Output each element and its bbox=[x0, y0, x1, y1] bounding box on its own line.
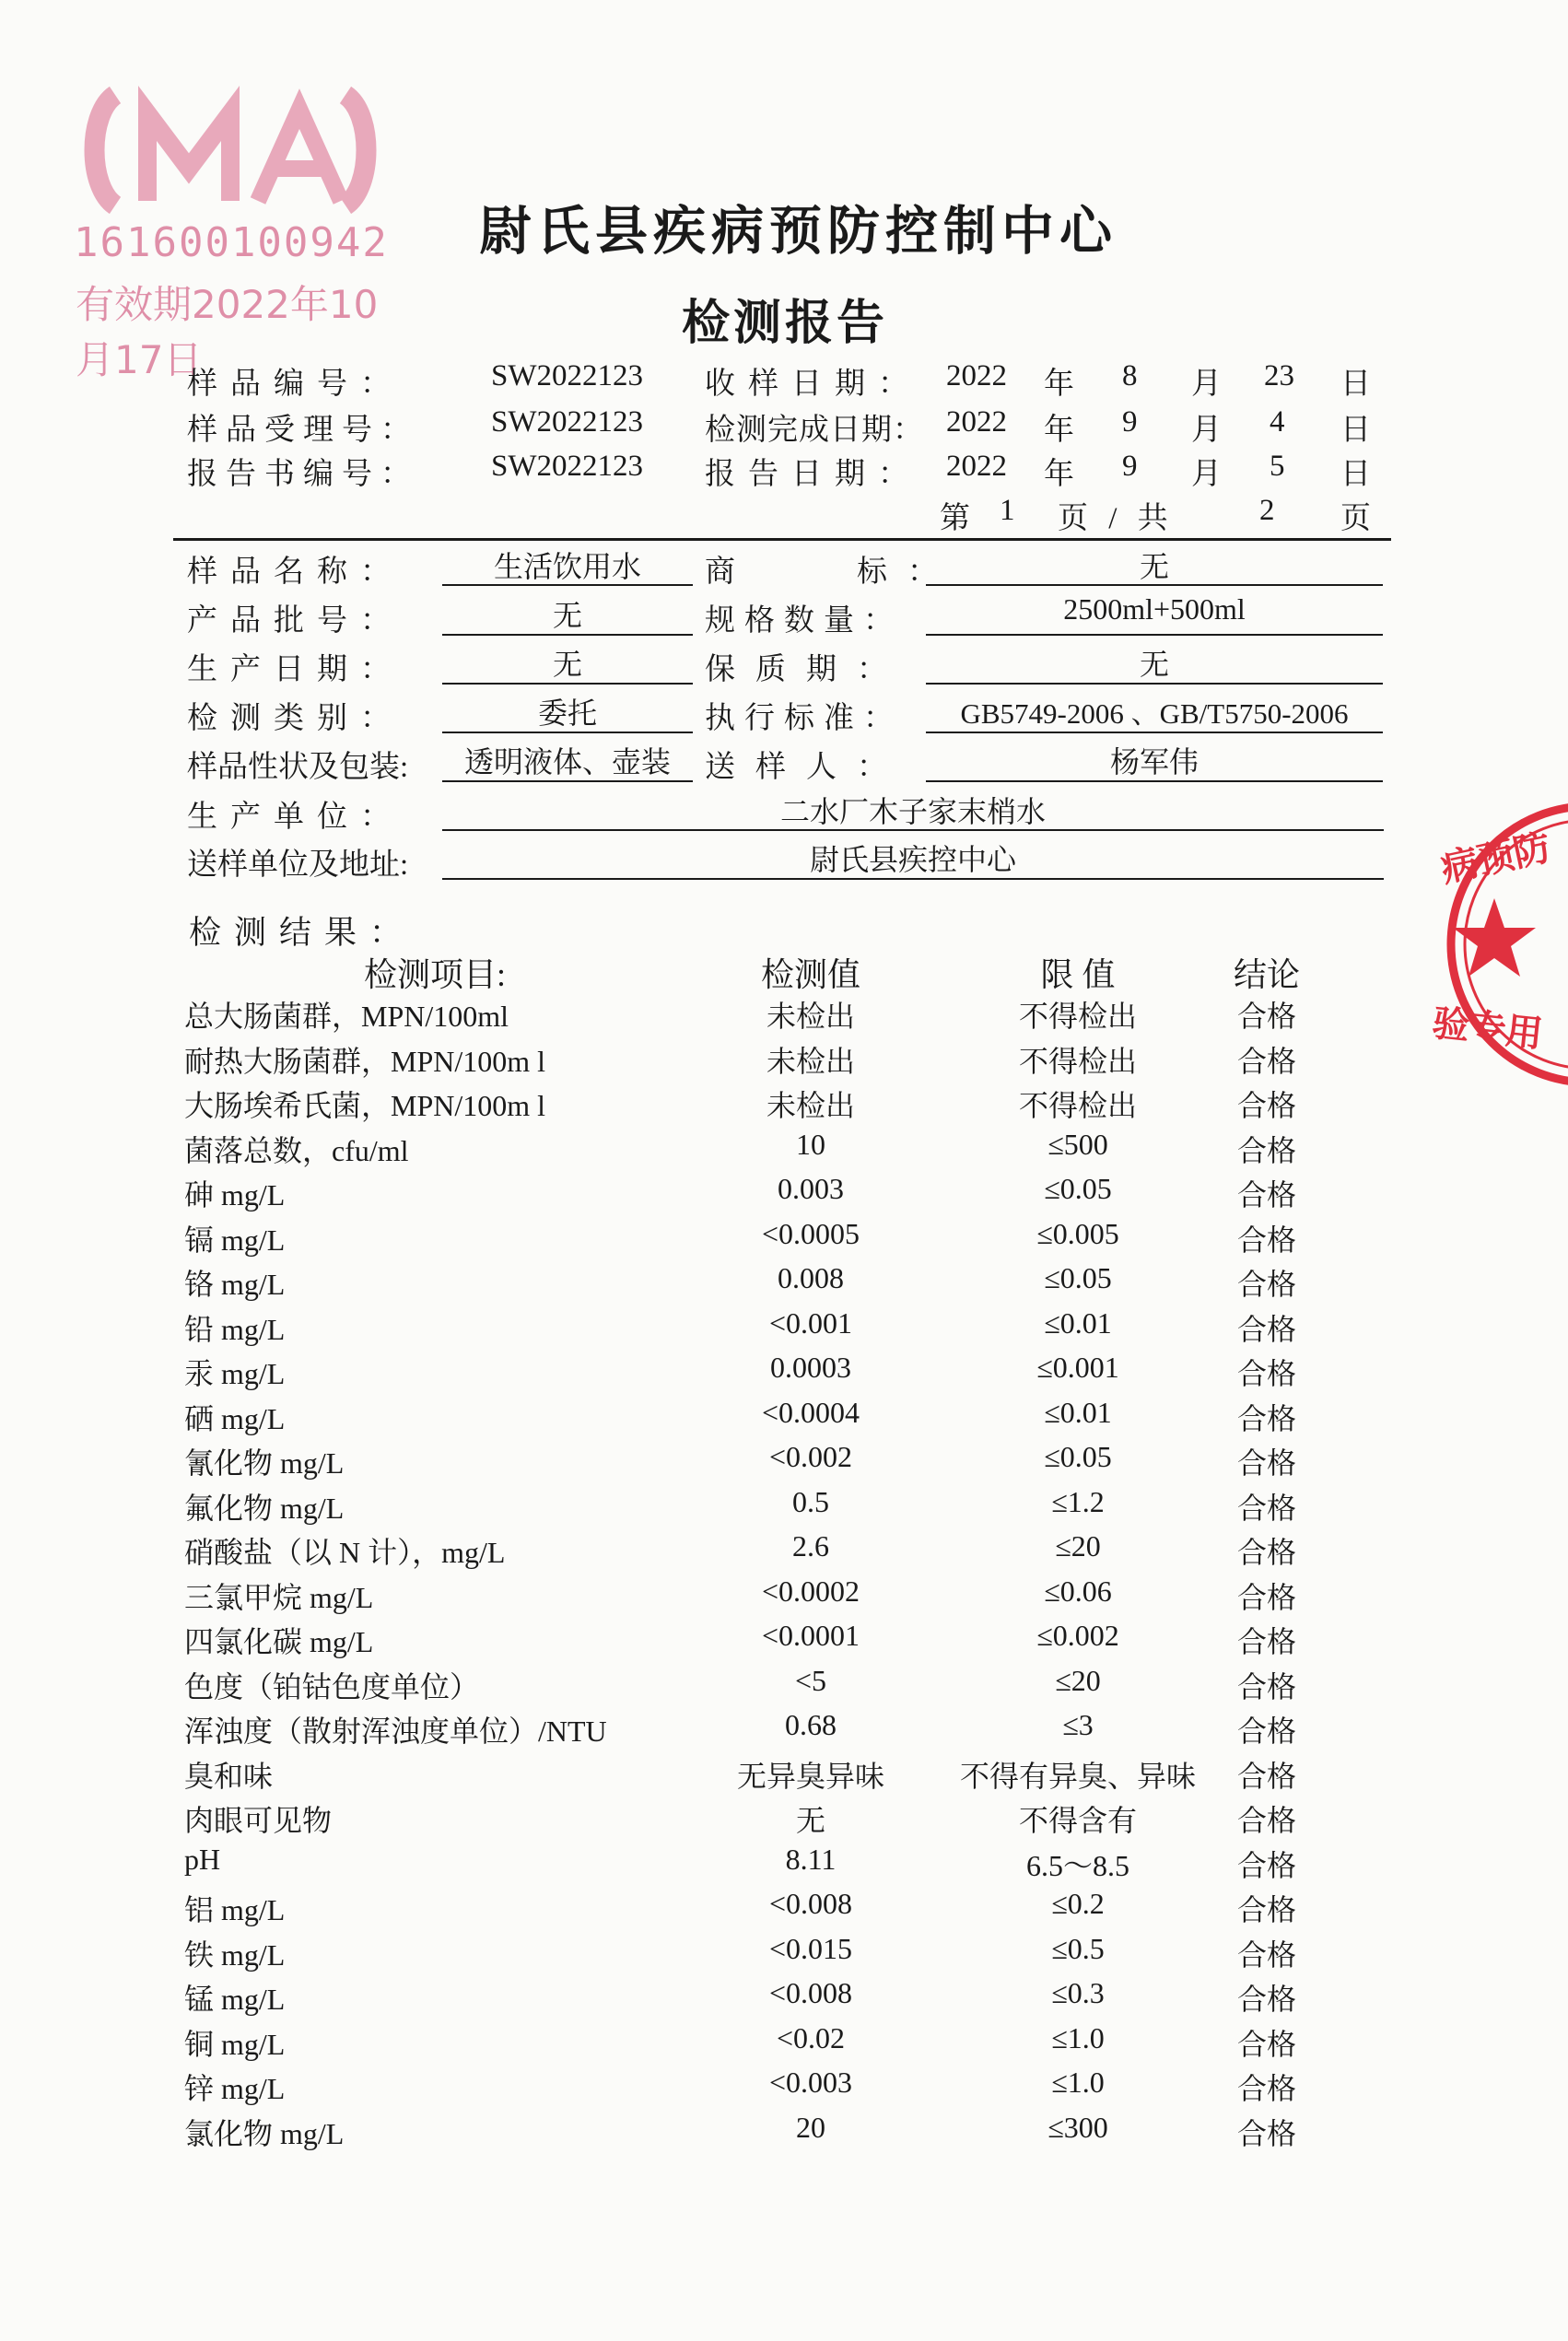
result-measured: 0.003 bbox=[778, 1172, 844, 1205]
result-measured: <0.0001 bbox=[761, 1619, 860, 1652]
table-row bbox=[184, 1038, 1400, 1083]
header-divider bbox=[173, 538, 1391, 541]
underline bbox=[926, 634, 1383, 636]
result-verdict: 合格 bbox=[1236, 1580, 1296, 1614]
shelf-life-label: 保质期： bbox=[705, 653, 907, 686]
result-verdict: 合格 bbox=[1236, 1715, 1296, 1748]
page-total: 2 bbox=[1259, 494, 1275, 527]
result-item: 三氯甲烷 mg/L bbox=[184, 1580, 374, 1614]
result-measured: <0.008 bbox=[768, 1887, 853, 1920]
accept-no-value: SW2022123 bbox=[491, 405, 643, 439]
result-item: 铜 mg/L bbox=[184, 2027, 286, 2061]
table-row bbox=[184, 1261, 1400, 1306]
result-item: 氰化物 mg/L bbox=[184, 1446, 345, 1480]
result-verdict: 合格 bbox=[1236, 1312, 1296, 1346]
result-verdict: 合格 bbox=[1236, 1089, 1296, 1122]
result-measured: 0.5 bbox=[792, 1484, 829, 1518]
cma-seal bbox=[74, 81, 389, 382]
report-no-label: 报告书编号： bbox=[187, 458, 419, 491]
result-item: 大肠埃希氏菌，MPN/100m l bbox=[184, 1089, 546, 1122]
result-verdict: 合格 bbox=[1236, 1268, 1296, 1301]
result-limit: ≤0.01 bbox=[1044, 1395, 1112, 1429]
production-date-value: 无 bbox=[552, 648, 582, 681]
brand-label: 商 标： bbox=[705, 556, 958, 589]
month-unit: 月 bbox=[1191, 458, 1222, 491]
result-item: 色度（铂钴色度单位） bbox=[184, 1669, 480, 1703]
page-current: 1 bbox=[1000, 494, 1015, 527]
stamp-text-top: 病预防 bbox=[1437, 825, 1555, 891]
table-row bbox=[184, 1485, 1400, 1530]
day-unit: 日 bbox=[1340, 368, 1371, 401]
result-item: 铬 mg/L bbox=[184, 1268, 286, 1301]
result-item: 硒 mg/L bbox=[184, 1401, 286, 1435]
result-limit: ≤1.2 bbox=[1051, 1484, 1105, 1518]
result-limit: 不得检出 bbox=[1018, 1089, 1137, 1122]
result-measured: <0.02 bbox=[776, 2020, 846, 2054]
result-limit: ≤0.005 bbox=[1036, 1216, 1119, 1250]
result-verdict: 合格 bbox=[1236, 1178, 1296, 1211]
result-measured: 0.0003 bbox=[770, 1351, 851, 1384]
result-item: 四氯化碳 mg/L bbox=[184, 1625, 374, 1658]
result-measured: 未检出 bbox=[766, 1000, 855, 1033]
result-measured: <0.008 bbox=[768, 1976, 853, 2009]
result-measured: <5 bbox=[794, 1663, 827, 1697]
table-row bbox=[184, 1440, 1400, 1485]
result-verdict: 合格 bbox=[1236, 1446, 1296, 1480]
header-measured: 检测值 bbox=[760, 956, 860, 993]
result-item: 总大肠菌群，MPN/100ml bbox=[184, 1000, 509, 1033]
results-section-label: 检测结果： bbox=[189, 915, 415, 951]
standard-value: GB5749-2006 、GB/T5750-2006 bbox=[960, 697, 1349, 730]
result-item: 氟化物 mg/L bbox=[184, 1491, 345, 1525]
result-limit: ≤1.0 bbox=[1051, 2066, 1105, 2099]
table-row bbox=[184, 1128, 1400, 1173]
result-verdict: 合格 bbox=[1236, 2116, 1296, 2150]
table-row bbox=[184, 1529, 1400, 1574]
day-unit: 日 bbox=[1340, 458, 1371, 491]
result-measured: 0.008 bbox=[778, 1261, 844, 1294]
result-measured: <0.002 bbox=[768, 1440, 853, 1473]
table-row bbox=[184, 2111, 1400, 2156]
result-limit: ≤0.002 bbox=[1036, 1619, 1119, 1652]
result-limit: ≤20 bbox=[1055, 1663, 1101, 1697]
result-verdict: 合格 bbox=[1236, 1848, 1296, 1882]
result-limit: ≤0.5 bbox=[1051, 1931, 1105, 1965]
result-limit: ≤0.05 bbox=[1044, 1261, 1112, 1294]
result-verdict: 合格 bbox=[1236, 1625, 1296, 1658]
stamp-text-bottom: 验专用 bbox=[1430, 1001, 1545, 1057]
result-item: 浑浊度（散射浑浊度单位）/NTU bbox=[184, 1715, 607, 1748]
sample-no-value: SW2022123 bbox=[491, 359, 643, 392]
result-item: 砷 mg/L bbox=[184, 1178, 286, 1211]
result-measured: 未检出 bbox=[766, 1089, 855, 1122]
inspection-stamp bbox=[1430, 792, 1568, 1096]
producer-label: 生产单位： bbox=[187, 801, 404, 834]
sender-person-label: 送样人： bbox=[705, 751, 907, 784]
producer-value: 二水厂木子家末梢水 bbox=[779, 795, 1046, 828]
page-prefix: 第 bbox=[940, 502, 970, 535]
year-unit: 年 bbox=[1044, 458, 1074, 491]
result-verdict: 合格 bbox=[1236, 1044, 1296, 1078]
table-row bbox=[184, 1306, 1400, 1352]
result-item: 耐热大肠菌群，MPN/100m l bbox=[184, 1044, 546, 1078]
shelf-life-value: 无 bbox=[1139, 648, 1169, 681]
result-item: 铝 mg/L bbox=[184, 1893, 286, 1926]
sender-unit-value: 尉氏县疾控中心 bbox=[809, 843, 1016, 876]
result-limit: ≤300 bbox=[1047, 2110, 1108, 2144]
complete-day: 4 bbox=[1270, 405, 1285, 439]
year-unit: 年 bbox=[1044, 414, 1074, 447]
result-limit: ≤0.05 bbox=[1044, 1440, 1112, 1473]
test-type-value: 委托 bbox=[537, 696, 597, 730]
result-limit: 不得检出 bbox=[1018, 1044, 1137, 1078]
result-verdict: 合格 bbox=[1236, 1536, 1296, 1569]
month-unit: 月 bbox=[1191, 368, 1222, 401]
result-limit: ≤1.0 bbox=[1051, 2020, 1105, 2054]
result-measured: <0.003 bbox=[768, 2066, 853, 2099]
report-month: 9 bbox=[1122, 450, 1138, 483]
result-measured: 0.68 bbox=[785, 1708, 837, 1741]
result-item: pH bbox=[184, 1842, 221, 1876]
result-verdict: 合格 bbox=[1236, 1000, 1296, 1033]
results-body bbox=[184, 993, 1400, 2155]
table-row bbox=[184, 2021, 1400, 2066]
result-item: 硝酸盐（以 N 计），mg/L bbox=[184, 1536, 506, 1569]
complete-date-label: 检测完成日期： bbox=[705, 414, 924, 447]
result-limit: ≤0.3 bbox=[1051, 1976, 1105, 2009]
batch-no-label: 产品批号： bbox=[187, 604, 404, 638]
page-suffix: 页 bbox=[1340, 502, 1371, 535]
result-measured: <0.0002 bbox=[761, 1574, 860, 1608]
batch-no-value: 无 bbox=[552, 599, 582, 632]
result-verdict: 合格 bbox=[1236, 2072, 1296, 2105]
table-row bbox=[184, 1708, 1400, 1753]
table-row bbox=[184, 1217, 1400, 1262]
result-verdict: 合格 bbox=[1236, 1357, 1296, 1390]
cma-logo-icon bbox=[74, 81, 387, 219]
receive-year: 2022 bbox=[946, 359, 1007, 392]
underline bbox=[926, 683, 1383, 685]
table-row bbox=[184, 1976, 1400, 2021]
result-item: 铅 mg/L bbox=[184, 1312, 286, 1346]
year-unit: 年 bbox=[1044, 368, 1074, 401]
table-row bbox=[184, 1172, 1400, 1217]
result-measured: 未检出 bbox=[766, 1044, 855, 1078]
complete-year: 2022 bbox=[946, 405, 1007, 439]
underline bbox=[442, 829, 1384, 831]
table-row bbox=[184, 1797, 1400, 1843]
organization-name: 尉氏县疾病预防控制中心 bbox=[479, 200, 1117, 262]
underline bbox=[442, 878, 1384, 880]
result-item: 臭和味 bbox=[184, 1759, 274, 1793]
spec-value: 2500ml+500ml bbox=[1063, 592, 1246, 626]
table-row bbox=[184, 993, 1400, 1038]
result-measured: <0.0005 bbox=[761, 1216, 860, 1250]
cma-valid-date: 有效期2022年10月17日 bbox=[76, 282, 379, 382]
receive-month: 8 bbox=[1122, 359, 1138, 392]
result-verdict: 合格 bbox=[1236, 1223, 1296, 1257]
underline bbox=[926, 584, 1383, 586]
result-item: 镉 mg/L bbox=[184, 1223, 286, 1257]
table-row bbox=[184, 1664, 1400, 1709]
result-measured: <0.0004 bbox=[761, 1395, 860, 1429]
result-verdict: 合格 bbox=[1236, 1401, 1296, 1435]
results-table bbox=[184, 949, 1400, 2155]
underline bbox=[442, 584, 693, 586]
packaging-value: 透明液体、壶装 bbox=[463, 745, 671, 778]
complete-month: 9 bbox=[1122, 405, 1138, 439]
result-item: 铁 mg/L bbox=[184, 1937, 286, 1972]
underline bbox=[442, 634, 693, 636]
sample-no-label: 样品编号： bbox=[187, 368, 404, 401]
result-limit: ≤0.2 bbox=[1051, 1887, 1105, 1920]
sender-person-value: 杨军伟 bbox=[1109, 745, 1199, 778]
result-limit: 不得有异臭、异味 bbox=[959, 1759, 1196, 1793]
result-item: 氯化物 mg/L bbox=[184, 2116, 345, 2150]
result-measured: <0.001 bbox=[768, 1305, 853, 1340]
table-row bbox=[184, 2066, 1400, 2111]
table-row bbox=[184, 1574, 1400, 1620]
result-measured: 无异臭异味 bbox=[736, 1759, 884, 1793]
page-mid: 页 / 共 bbox=[1058, 502, 1168, 535]
header-verdict: 结论 bbox=[1233, 956, 1300, 993]
packaging-label: 样品性状及包装: bbox=[187, 751, 409, 784]
standard-label: 执行标准： bbox=[705, 702, 903, 735]
table-row bbox=[184, 1619, 1400, 1664]
table-row bbox=[184, 1753, 1400, 1798]
result-measured: <0.015 bbox=[768, 1931, 853, 1965]
result-limit: ≤500 bbox=[1047, 1127, 1108, 1161]
result-verdict: 合格 bbox=[1236, 1983, 1296, 2016]
result-limit: ≤0.01 bbox=[1044, 1305, 1112, 1340]
table-row bbox=[184, 1887, 1400, 1932]
result-verdict: 合格 bbox=[1236, 1937, 1296, 1972]
result-verdict: 合格 bbox=[1236, 1893, 1296, 1926]
result-limit: 不得检出 bbox=[1018, 1000, 1137, 1033]
header-item: 检测项目: bbox=[364, 956, 507, 993]
result-item: 锌 mg/L bbox=[184, 2072, 286, 2105]
table-row bbox=[184, 1351, 1400, 1396]
result-measured: 无 bbox=[795, 1804, 825, 1837]
spec-label: 规格数量： bbox=[705, 604, 903, 638]
table-row bbox=[184, 1396, 1400, 1441]
result-item: 菌落总数，cfu/ml bbox=[184, 1133, 409, 1167]
table-row bbox=[184, 1843, 1400, 1888]
result-limit: ≤20 bbox=[1055, 1529, 1101, 1563]
underline bbox=[442, 780, 693, 782]
report-day: 5 bbox=[1270, 450, 1285, 483]
result-verdict: 合格 bbox=[1236, 1804, 1296, 1837]
result-measured: 8.11 bbox=[785, 1842, 837, 1876]
result-limit: ≤3 bbox=[1062, 1708, 1094, 1741]
report-year: 2022 bbox=[946, 450, 1007, 483]
brand-value: 无 bbox=[1139, 550, 1169, 583]
table-row bbox=[184, 1932, 1400, 1977]
receive-day: 23 bbox=[1264, 359, 1294, 392]
result-verdict: 合格 bbox=[1236, 2027, 1296, 2061]
result-limit: ≤0.05 bbox=[1044, 1172, 1112, 1205]
result-verdict: 合格 bbox=[1236, 1133, 1296, 1167]
result-limit: ≤0.001 bbox=[1036, 1351, 1119, 1384]
result-measured: 10 bbox=[796, 1127, 825, 1161]
result-limit: 6.5～8.5 bbox=[1025, 1848, 1129, 1882]
table-row bbox=[184, 1083, 1400, 1128]
receive-date-label: 收样日期： bbox=[705, 368, 921, 401]
production-date-label: 生产日期： bbox=[187, 653, 404, 686]
report-date-label: 报告日期： bbox=[705, 458, 921, 491]
month-unit: 月 bbox=[1191, 414, 1222, 447]
cma-number: 161600100942 bbox=[74, 219, 389, 266]
results-header-row bbox=[184, 949, 1400, 993]
underline bbox=[926, 732, 1383, 733]
underline bbox=[926, 780, 1383, 782]
test-type-label: 检测类别： bbox=[187, 702, 404, 735]
sample-name-label: 样品名称： bbox=[187, 556, 404, 589]
result-item: 锰 mg/L bbox=[184, 1983, 286, 2016]
result-item: 汞 mg/L bbox=[184, 1357, 286, 1390]
sender-unit-label: 送样单位及地址: bbox=[187, 849, 409, 882]
underline bbox=[442, 683, 693, 685]
result-limit: 不得含有 bbox=[1018, 1804, 1137, 1837]
result-verdict: 合格 bbox=[1236, 1491, 1296, 1525]
result-verdict: 合格 bbox=[1236, 1759, 1296, 1793]
result-item: 肉眼可见物 bbox=[184, 1804, 333, 1837]
accept-no-label: 样品受理号： bbox=[187, 414, 419, 447]
result-verdict: 合格 bbox=[1236, 1669, 1296, 1703]
result-limit: ≤0.06 bbox=[1044, 1574, 1112, 1608]
report-no-value: SW2022123 bbox=[491, 450, 643, 483]
result-measured: 20 bbox=[796, 2110, 825, 2144]
header-limit: 限 值 bbox=[1040, 956, 1116, 993]
day-unit: 日 bbox=[1340, 414, 1371, 447]
underline bbox=[442, 732, 693, 733]
report-title: 检测报告 bbox=[682, 296, 889, 351]
sample-name-value: 生活饮用水 bbox=[493, 550, 641, 583]
result-measured: 2.6 bbox=[792, 1529, 829, 1563]
